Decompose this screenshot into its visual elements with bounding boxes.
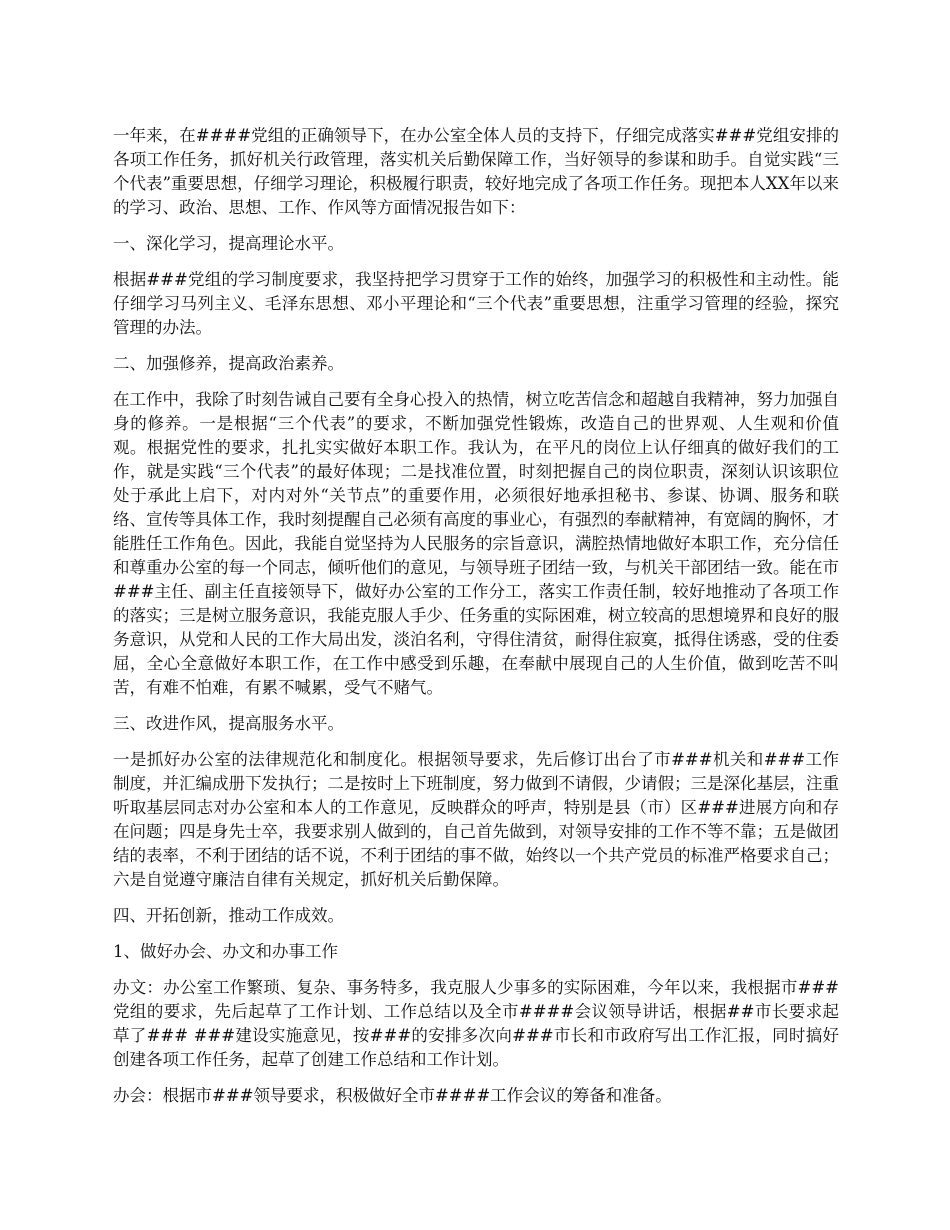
section-heading-2: 二、加强修养，提高政治素养。: [113, 354, 344, 373]
section-heading-3: 三、改进作风，提高服务水平。: [113, 714, 344, 733]
section-3-paragraph: 一是抓好办公室的法律规范化和制度化。根据领导要求，先后修订出台了市###机关和###工作制度，并汇编成册下发执行；二是按时上下班制度，努力做到不请假，少请假；三是深化基层，注重听取基层同志对办公室和本人的工作意见，反映群众的呼声，特别是县（市）区###进展方向和存在问题；四是身先士卒，我要求别人做到的，自己首先做到，对领导安排的工作不等不靠；五是做团结的表率，不利于团结的话不说，不利于团结的事不做，始终以一个共产党员的标准严格要求自己；六是自觉遵守廉洁自律有关规定，抓好机关后勤保障。: [113, 750, 839, 889]
documents-paragraph: 办文：办公室工作繁琐、复杂、事务特多，我克服人少事多的实际困难，今年以来，我根据市###党组的要求，先后起草了工作计划、工作总结以及全市####会议领导讲话，根据##市长要求起草了### ###建设实施意见，按###的安排多次向###市长和市政府写出工作汇报，同时搞好创建各项工作任务，起草了创建工作总结和工作计划。: [113, 978, 839, 1069]
subsection-heading-1: 1、做好办会、办文和办事工作: [113, 942, 338, 961]
intro-paragraph: 一年来，在####党组的正确领导下，在办公室全体人员的支持下，仔细完成落实###党组安排的各项工作任务，抓好机关行政管理，落实机关后勤保障工作，当好领导的参谋和助手。自觉实践“三个代表”重要思想，仔细学习理论，积极履行职责，较好地完成了各项工作任务。现把本人XX年以来的学习、政治、思想、工作、作风等方面情况报告如下：: [113, 126, 839, 217]
document-body: [113, 124, 839, 1120]
section-2-paragraph: 在工作中，我除了时刻告诫自己要有全身心投入的热情，树立吃苦信念和超越自我精神，努力加强自身的修养。一是根据“三个代表”的要求，不断加强党性锻炼，改造自己的世界观、人生观和价值观。根据党性的要求，扎扎实实做好本职工作。我认为，在平凡的岗位上认仔细真的做好我们的工作，就是实践“三个代表”的最好体现；二是找准位置，时刻把握自己的岗位职责，深刻认识该职位处于承此上启下，对内对外“关节点”的重要作用，必须很好地承担秘书、参谋、协调、服务和联络、宣传等具体工作，我时刻提醒自己必须有高度的事业心，有强烈的奉献精神，有宽阔的胸怀，才能胜任工作角色。因此，我能自觉坚持为人民服务的宗旨意识，满腔热情地做好本职工作，充分信任和尊重办公室的每一个同志，倾听他们的意见，与领导班子团结一致，与机关干部团结一致。能在市###主任、副主任直接领导下，做好办公室的工作分工，落实工作责任制，较好地推动了各项工作的落实；三是树立服务意识，我能克服人手少、任务重的实际困难，树立较高的思想境界和良好的服务意识，从党和人民的工作大局出发，淡泊名利，守得住清贫，耐得住寂寞，抵得住诱惑，受的住委屈，全心全意做好本职工作，在工作中感受到乐趣，在奉献中展现自己的人生价值，做到吃苦不叫苦，有难不怕难，有累不喊累，受气不赌气。: [113, 390, 839, 697]
section-1-paragraph: 根据###党组的学习制度要求，我坚持把学习贯穿于工作的始终，加强学习的积极性和主动性。能仔细学习马列主义、毛泽东思想、邓小平理论和“三个代表”重要思想，注重学习管理的经验，探究管理的办法。: [113, 270, 839, 337]
section-heading-4: 四、开拓创新，推动工作成效。: [113, 906, 344, 925]
meetings-paragraph: 办会：根据市###领导要求，积极做好全市####工作会议的筹备和准备。: [113, 1086, 672, 1105]
section-heading-1: 一、深化学习，提高理论水平。: [113, 234, 344, 253]
